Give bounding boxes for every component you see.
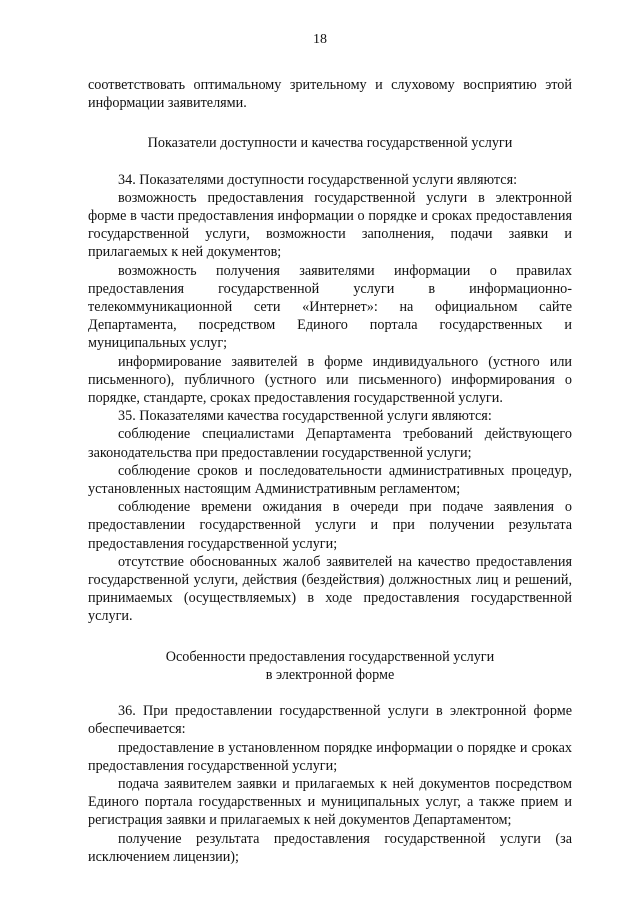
paragraph-36-item-2: подача заявителем заявки и прилагаемых к ней документов посредством Единого портала государственных и муниципальных услуг, а также прием и регистрация заявки и прилагаемых к ней документов Департаментом; (88, 775, 572, 829)
section-heading-electronic-line-2: в электронной форме (265, 666, 395, 683)
paragraph-34: 34. Показателями доступности государственной услуги являются: (118, 171, 518, 188)
paragraph-34-item-2: возможность получения заявителями информации о правилах предоставления государственной услуги в информационно-телекоммуникационной сети «Интернет»: на официальном сайте Департамента, посредством Единого портала государственных и муниципальных услуг; (88, 262, 572, 352)
paragraph-35-item-1: соблюдение специалистами Департамента требований действующего законодательства при предоставлении государственной услуги; (88, 426, 572, 461)
paragraph-36-item-3: получение результата предоставления государственной услуги (за исключением лицензии); (88, 830, 572, 865)
paragraph-35-item-3: соблюдение времени ожидания в очереди при подаче заявления о предоставлении государственной услуги и при получении результата предоставления государственной услуги; (88, 499, 572, 552)
section-heading-availability: Показатели доступности и качества государственной услуги (147, 135, 513, 152)
section-heading-electronic-line-1: Особенности предоставления государственной услуги (165, 648, 495, 665)
paragraph-34-item-1: возможность предоставления государственной услуги в электронной форме в части предоставления информации о порядке и сроках предоставления государственной услуги, возможности заполнения, подачи заявки и прилагаемых к ней документов; (88, 189, 572, 261)
paragraph-34-item-3: информирование заявителей в форме индивидуального (устного или письменного), публичного (устного или письменного) информирования о порядке, стандарте, сроках предоставления государственной услуги. (88, 353, 572, 407)
paragraph-35-item-2: соблюдение сроков и последовательности административных процедур, установленных настоящим Административным регламентом; (88, 462, 572, 498)
page-number: 18 (313, 32, 327, 47)
paragraph-35: 35. Показателями качества государственной услуги являются: (118, 408, 492, 425)
paragraph-35-item-4: отсутствие обоснованных жалоб заявителей на качество предоставления государственной услуги, действия (бездействия) должностных лиц и решений, принимаемых (осуществляемых) в ходе предоставления государственной услуги. (88, 553, 572, 625)
paragraph-36-item-1: предоставление в установленном порядке информации о порядке и сроках предоставления государственной услуги; (88, 739, 572, 774)
paragraph-36: 36. При предоставлении государственной услуги в электронной форме обеспечивается: (88, 703, 572, 738)
intro-paragraph: соответствовать оптимальному зрительному и слуховому восприятию этой информации заявителями. (88, 77, 572, 112)
document-body (88, 76, 572, 866)
